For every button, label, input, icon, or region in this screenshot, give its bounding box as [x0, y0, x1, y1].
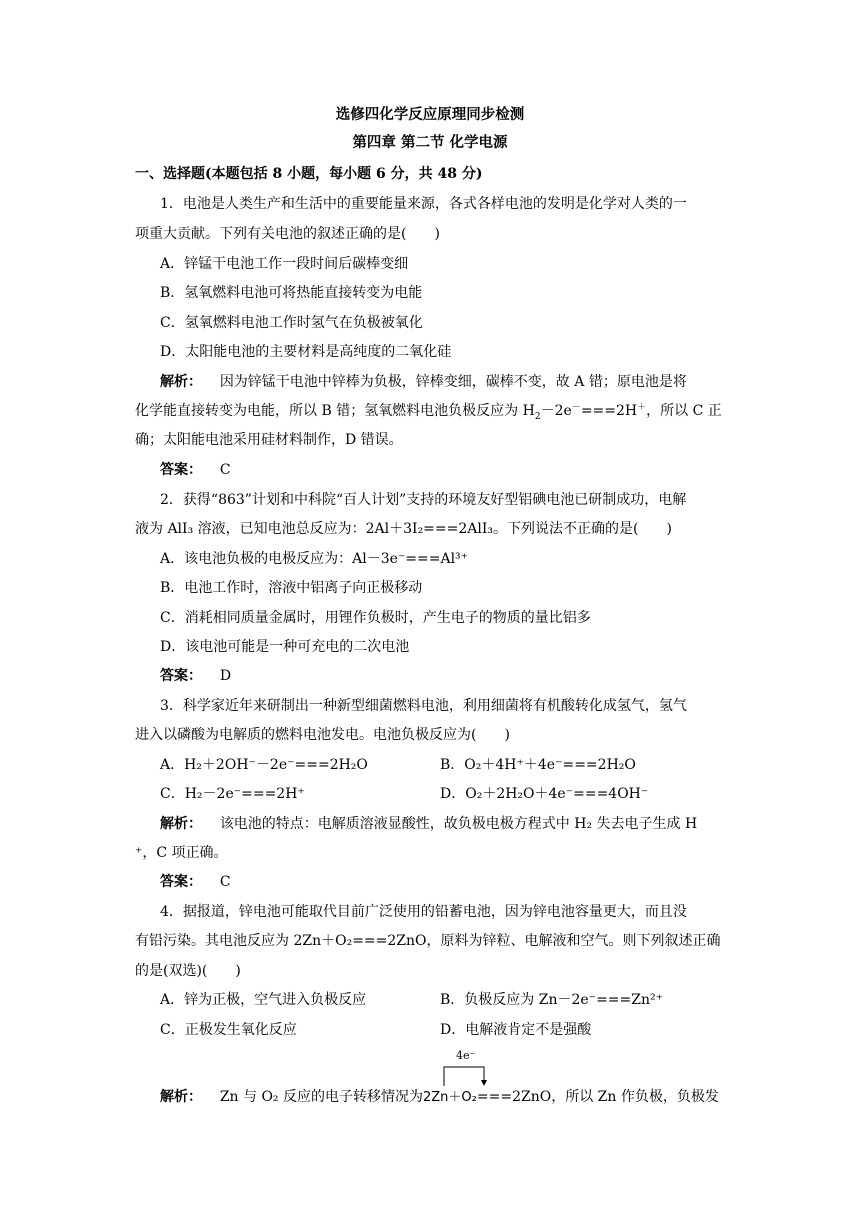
q3-stem-line2: 进入以磷酸为电解质的燃料电池发电。电池负极反应为( ) [135, 727, 510, 743]
q1-option-c: C．氢氧燃料电池工作时氢气在负极被氧化 [160, 315, 423, 331]
q4-stem-line1: 4．据报道，锌电池可能取代目前广泛使用的铅蓄电池，因为锌电池容量更大，而且没 [160, 904, 687, 920]
q2-option-c: C．消耗相同质量金属时，用锂作负极时，产生电子的物质的量比铝多 [160, 610, 591, 626]
q1-analysis-line1 [160, 373, 687, 391]
q4-analysis-label: 解析： [160, 1089, 202, 1105]
q4-option-d: D．电解液肯定不是强酸 [440, 1022, 592, 1038]
q1-option-d: D．太阳能电池的主要材料是高纯度的二氧化硅 [160, 344, 452, 360]
q1-analysis-text2g: ，所以 C 正 [646, 403, 722, 419]
q4-option-a: A．锌为正极，空气进入负极反应 [160, 992, 367, 1008]
q3-answer [160, 873, 231, 891]
electron-transfer-arrow-icon [440, 1064, 490, 1088]
q1-analysis-text2c: －2e [540, 403, 572, 419]
q2-stem-line2: 液为 AlI₃ 溶液，已知电池总反应为：2Al＋3I₂===2AlI₃。下列说法不正确的是( ) [135, 521, 672, 537]
q1-stem-line2: 项重大贡献。下列有关电池的叙述正确的是( ) [135, 226, 440, 242]
q1-analysis-text2: 化学能直接转变为电能，所以 B 错；氢氧燃料电池负极反应为 H [135, 403, 535, 419]
q1-option-a: A．锌锰干电池工作一段时间后碳棒变细 [160, 256, 409, 272]
q2-stem-line1: 2．获得“863”计划和中科院“百人计划”支持的环境友好型铝碘电池已研制成功，电解 [160, 492, 687, 508]
q3-analysis-line2: ⁺，C 项正确。 [135, 845, 228, 861]
q4-analysis-line1 [160, 1088, 719, 1107]
q1-analysis-label: 解析： [160, 374, 202, 390]
q4-analysis-text1: Zn 与 O₂ 反应的电子转移情况为 [219, 1089, 423, 1105]
q1-analysis-sup2: ＋ [637, 402, 647, 413]
q3-option-b: B．O₂＋4H⁺＋4e⁻===2H₂O [440, 757, 636, 773]
q4-analysis-equation: 2Zn＋O₂ [423, 1090, 477, 1105]
document-title: 选修四化学反应原理同步检测 [335, 106, 525, 123]
q1-analysis-sub: 2 [534, 411, 541, 422]
q4-analysis-text1c: ===2ZnO，所以 Zn 作负极，负极发 [476, 1089, 719, 1105]
q4-option-b: B．负极反应为 Zn－2e⁻===Zn²⁺ [440, 992, 664, 1008]
q4-stem-line3: 的是(双选)( ) [135, 963, 241, 979]
q3-analysis-text1: 该电池的特点：电解质溶液显酸性，故负极电极方程式中 H₂ 失去电子生成 H [219, 816, 698, 832]
chapter-subtitle: 第四章 第二节 化学电源 [352, 134, 508, 151]
q3-stem-line1: 3．科学家近年来研制出一种新型细菌燃料电池，利用细菌将有机酸转化成氢气，氢气 [160, 698, 687, 714]
q2-option-b: B．电池工作时，溶液中铝离子向正极移动 [160, 580, 423, 596]
q1-option-b: B．氢氧燃料电池可将热能直接转变为电能 [160, 285, 423, 301]
electron-transfer-label: 4e⁻ [456, 1049, 476, 1062]
q3-analysis-line1 [160, 815, 697, 833]
q1-analysis-sup1: － [571, 402, 581, 413]
q4-option-c: C．正极发生氧化反应 [160, 1022, 297, 1038]
q1-stem-line1: 1．电池是人类生产和生活中的重要能量来源，各式各样电池的发明是化学对人类的一 [160, 196, 687, 212]
q3-option-d: D．O₂＋2H₂O＋4e⁻===4OH⁻ [440, 786, 649, 802]
q3-option-c: C．H₂－2e⁻===2H⁺ [160, 786, 305, 802]
q3-answer-label: 答案： [160, 874, 202, 890]
q1-analysis-line3: 确；太阳能电池采用硅材料制作，D 错误。 [135, 432, 403, 448]
q2-option-d: D．该电池可能是一种可充电的二次电池 [160, 639, 410, 655]
q3-analysis-label: 解析： [160, 816, 202, 832]
q1-analysis-text1: 因为锌锰干电池中锌棒为负极，锌棒变细，碳棒不变，故 A 错；原电池是将 [219, 374, 687, 390]
q3-answer-value: C [219, 874, 231, 890]
q1-analysis-text2e: ===2H [580, 403, 638, 419]
q2-answer-value: D [219, 668, 232, 684]
q1-analysis-line2 [135, 402, 722, 420]
q1-answer-label: 答案： [160, 462, 202, 478]
q2-option-a: A．该电池负极的电极反应为：Al－3e⁻===Al³⁺ [160, 551, 469, 567]
q3-option-a: A．H₂＋2OH⁻－2e⁻===2H₂O [160, 757, 368, 773]
q2-answer-label: 答案： [160, 668, 202, 684]
q2-answer [160, 667, 231, 685]
section-heading: 一、选择题(本题包括 8 小题，每小题 6 分，共 48 分) [135, 166, 483, 182]
q1-answer-value: C [219, 462, 231, 478]
q1-answer [160, 461, 231, 479]
q4-stem-line2: 有铅污染。其电池反应为 2Zn＋O₂===2ZnO，原料为锌粒、电解液和空气。则下列叙述正确 [135, 933, 721, 949]
